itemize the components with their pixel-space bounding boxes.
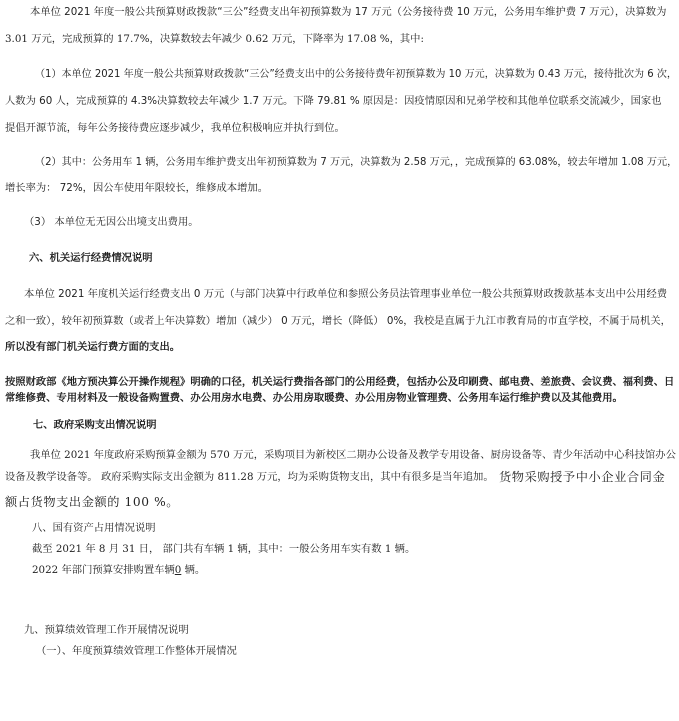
paragraph-line: 增长率为： 72%，因公车使用年限较长，维修成本增加。 <box>5 182 268 194</box>
paragraph-line: 本单位 2021 年度一般公共预算财政拨款“三公”经费支出年初预算数为 17 万元（公务接待费 10 万元，公务用车维护费 7 万元），决算数为 <box>30 6 667 18</box>
paragraph-line: 按照财政部《地方预决算公开操作规程》明确的口径，机关运行费指各部门的公用经费，包括办公及印刷费、邮电费、差旅费、会议费、福利费、日 <box>5 376 675 388</box>
section-heading: 六、机关运行经费情况说明 <box>29 252 153 264</box>
subsection-heading: （一）、年度预算绩效管理工作整体开展情况 <box>36 645 237 657</box>
paragraph-line: 设备及教学设备等。 政府采购实际支出金额为 811.28 万元，均为采购货物支出，其中有很多是当年追加。 <box>5 471 494 483</box>
paragraph-line: 本单位 2021 年度机关运行经费支出 0 万元（与部门决算中行政单位和参照公务员法管理事业单位一般公共预算财政拨款基本支出中公用经费 <box>24 288 668 300</box>
paragraph-line: 额占货物支出金额的 100 %。 <box>5 495 180 509</box>
paragraph-line: 所以没有部门机关运行费方面的支出。 <box>5 341 181 353</box>
paragraph-line: 3.01 万元，完成预算的 17.7%，决算数较去年减少 0.62 万元，下降率为 17.08 %，其中: <box>5 33 424 45</box>
text-segment: 辆。 <box>181 564 206 576</box>
paragraph-line: 截至 2021 年 8 月 31 日， 部门共有车辆 1 辆，其中：一般公务用车实有数 1 辆。 <box>32 543 416 555</box>
text-segment: 2022 年部门预算安排购置车辆 <box>32 564 175 576</box>
paragraph-line: 货物采购授予中小企业合同金 <box>499 470 666 484</box>
paragraph-line: （2）其中：公务用车 1 辆，公务用车维护费支出年初预算数为 7 万元，决算数为 2.58 万元，，完成预算的 63.08%，较去年增加 1.08 万元， <box>35 156 678 168</box>
section-heading: 九、预算绩效管理工作开展情况说明 <box>24 624 189 636</box>
paragraph-line: 常维修费、专用材料及一般设备购置费、办公用房水电费、办公用房取暖费、办公用房物业管理费、公务用车运行维护费以及其他费用。 <box>5 392 623 404</box>
vehicle-count: 0 <box>174 564 182 576</box>
paragraph-line: 我单位 2021 年度政府采购预算金额为 570 万元，采购项目为新校区二期办公设备及教学专用设备、厨房设备等、青少年活动中心科技馆办公 <box>30 449 676 461</box>
paragraph-line: （3） 本单位无无因公出境支出费用。 <box>24 216 199 228</box>
section-heading: 八、国有资产占用情况说明 <box>32 522 156 534</box>
paragraph-line: （1）本单位 2021 年度一般公共预算财政拨款“三公”经费支出中的公务接待费年初预算数为 10 万元，决算数为 0.43 万元，接待批次为 6 次， <box>35 68 677 80</box>
paragraph-line <box>32 563 205 577</box>
section-heading: 七、政府采购支出情况说明 <box>33 419 157 431</box>
paragraph-line: 人数为 60 人，完成预算的 4.3%决算数较去年减少 1.7 万元。下降 79.81 % 原因是：因疫情原因和兄弟学校和其他单位联系交流减少，国家也 <box>5 95 662 107</box>
paragraph-line: 之和一致），较年初预算数（或者上年决算数）增加（减少） 0 万元，增长（降低） 0%，我校是直属于九江市教育局的市直学校，不属于局机关， <box>5 315 671 327</box>
paragraph-line: 提倡开源节流，每年公务接待费应逐步减少，我单位积极响应并执行到位。 <box>5 122 345 134</box>
